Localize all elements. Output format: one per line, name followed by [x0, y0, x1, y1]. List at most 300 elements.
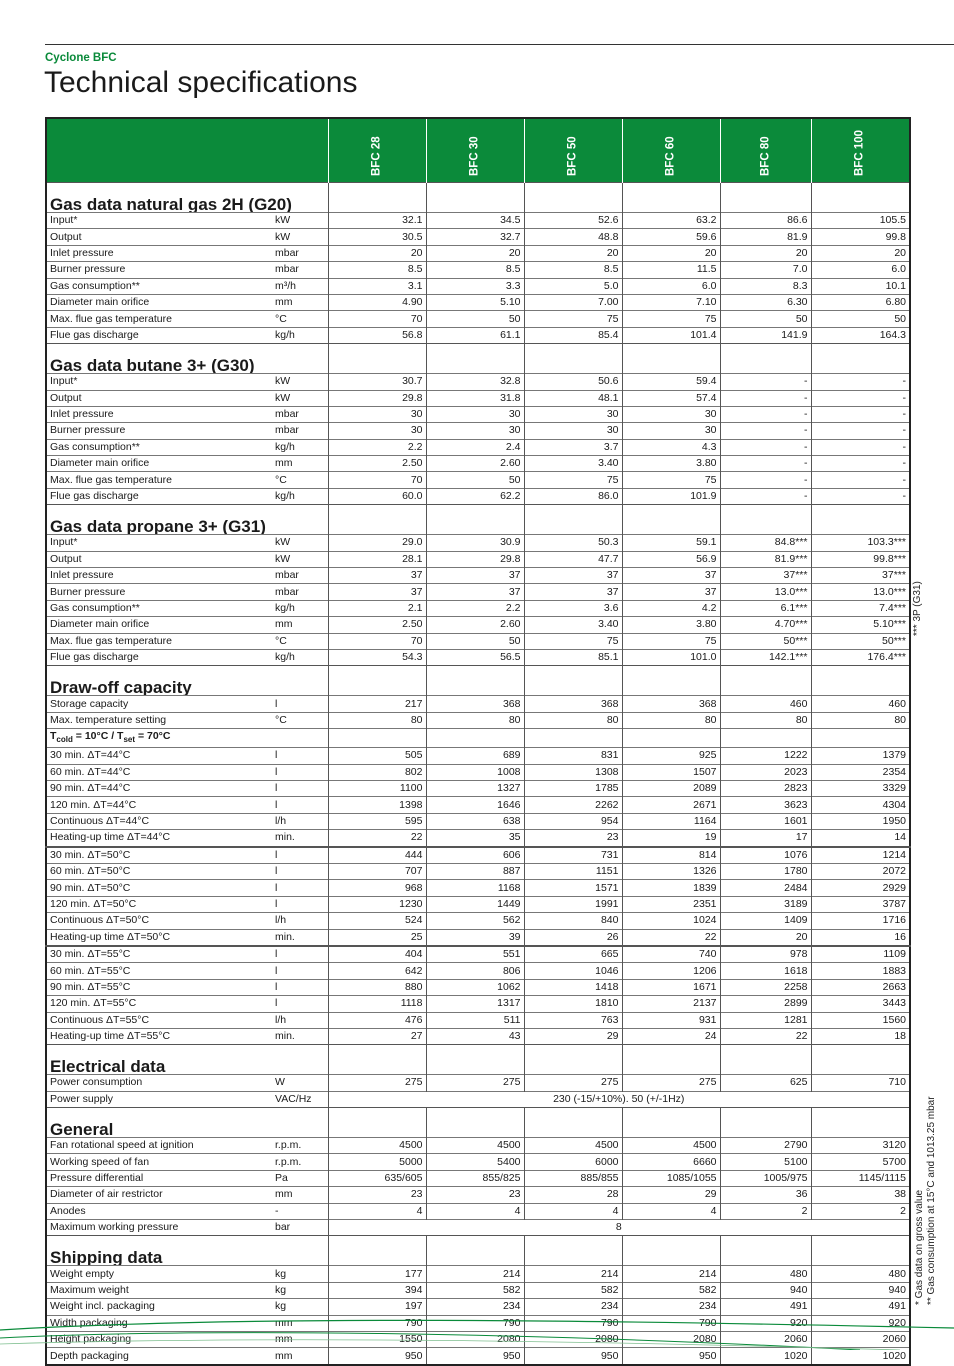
value-cell: 368 [622, 696, 720, 712]
row-unit: l [272, 764, 328, 780]
value-cell: 38 [811, 1187, 910, 1203]
value-cell: 86.0 [524, 488, 622, 504]
row-unit: kW [272, 213, 328, 229]
value-cell: 19 [622, 830, 720, 847]
value-cell: 8.5 [524, 262, 622, 278]
section-heading-row [46, 1045, 910, 1075]
row-unit: l/h [272, 913, 328, 929]
value-cell: 1317 [426, 996, 524, 1012]
value-cell: 6000 [524, 1154, 622, 1170]
value-cell: 75 [622, 472, 720, 488]
value-cell: 3.80 [622, 617, 720, 633]
value-cell: 103.3*** [811, 535, 910, 551]
value-cell: 511 [426, 1012, 524, 1028]
value-cell: 2023 [720, 764, 811, 780]
section-title: Gas data butane 3+ (G30) [46, 344, 328, 374]
value-cell: 582 [524, 1282, 622, 1298]
model-name: BFC 30 [468, 136, 481, 176]
value-cell: 638 [426, 813, 524, 829]
temperature-condition-row [46, 729, 910, 748]
value-cell: 70 [328, 472, 426, 488]
value-cell: 1062 [426, 979, 524, 995]
row-unit: l [272, 863, 328, 879]
row-unit: °C [272, 472, 328, 488]
row-label: 60 min. ΔT=50°C [46, 863, 272, 879]
row-label: 60 min. ΔT=44°C [46, 764, 272, 780]
value-cell: 1326 [622, 863, 720, 879]
value-cell: 840 [524, 913, 622, 929]
row-label: Heating-up time ΔT=55°C [46, 1028, 272, 1044]
section-heading-row [46, 183, 910, 213]
value-cell: - [811, 390, 910, 406]
value-cell: 50*** [811, 633, 910, 649]
value-cell: 214 [622, 1266, 720, 1282]
section-blank-cell [524, 183, 622, 213]
section-blank-cell [622, 666, 720, 696]
value-cell: 731 [524, 847, 622, 864]
value-cell: - [811, 423, 910, 439]
section-blank-cell [524, 666, 622, 696]
table-row [46, 311, 910, 327]
section-heading-row [46, 344, 910, 374]
value-cell: 26 [524, 929, 622, 946]
value-cell: 1716 [811, 913, 910, 929]
row-unit: mbar [272, 423, 328, 439]
value-cell: 85.4 [524, 327, 622, 343]
value-cell: 2 [720, 1203, 811, 1219]
value-cell: 6.80 [811, 294, 910, 310]
value-cell: 52.6 [524, 213, 622, 229]
value-cell: 141.9 [720, 327, 811, 343]
row-unit: l [272, 781, 328, 797]
row-unit: m³/h [272, 278, 328, 294]
model-name: BFC 100 [853, 129, 866, 176]
value-cell: 20 [720, 929, 811, 946]
value-cell: 2137 [622, 996, 720, 1012]
value-cell: 30 [328, 423, 426, 439]
value-cell: 3189 [720, 896, 811, 912]
decorative-swoosh [0, 1310, 954, 1350]
value-cell: - [720, 423, 811, 439]
value-cell: 13.0*** [811, 584, 910, 600]
value-cell: 37 [524, 584, 622, 600]
value-cell: 562 [426, 913, 524, 929]
value-cell: 99.8*** [811, 551, 910, 567]
section-title: Gas data natural gas 2H (G20) [46, 183, 328, 213]
table-row [46, 1187, 910, 1203]
model-name: BFC 80 [759, 136, 771, 176]
section-blank-cell [622, 183, 720, 213]
value-cell: 5000 [328, 1154, 426, 1170]
value-cell: 20 [720, 245, 811, 261]
table-row [46, 847, 910, 864]
value-cell: 460 [811, 696, 910, 712]
row-label: 90 min. ΔT=55°C [46, 979, 272, 995]
set-value: = 70°C [135, 730, 171, 743]
value-cell: 887 [426, 863, 524, 879]
value-cell: 1449 [426, 896, 524, 912]
value-cell: - [720, 456, 811, 472]
value-cell: 4.3 [622, 439, 720, 455]
row-label: Height packaging [46, 1331, 272, 1347]
value-cell: 37 [426, 568, 524, 584]
value-cell: 80 [426, 712, 524, 728]
value-cell: 1646 [426, 797, 524, 813]
value-cell: 2080 [524, 1331, 622, 1347]
spec-table [45, 117, 911, 1366]
value-cell: 885/855 [524, 1170, 622, 1186]
value-cell: 50 [426, 633, 524, 649]
value-cell: 1076 [720, 847, 811, 864]
row-unit: r.p.m. [272, 1138, 328, 1154]
value-cell: 3787 [811, 896, 910, 912]
section-blank-cell [328, 1236, 426, 1266]
value-cell: 444 [328, 847, 426, 864]
row-unit: kW [272, 551, 328, 567]
row-label: Continuous ΔT=50°C [46, 913, 272, 929]
value-cell: 368 [426, 696, 524, 712]
row-label: Max. flue gas temperature [46, 472, 272, 488]
value-cell: - [811, 406, 910, 422]
blank-cell [720, 729, 811, 748]
value-cell: 2.50 [328, 617, 426, 633]
value-cell: 80 [811, 712, 910, 728]
section-blank-cell [524, 1045, 622, 1075]
top-rule [45, 44, 954, 45]
row-unit: kW [272, 535, 328, 551]
row-unit: kg/h [272, 439, 328, 455]
value-cell: 234 [426, 1299, 524, 1315]
section-blank-cell [328, 1045, 426, 1075]
value-cell: 29 [524, 1028, 622, 1044]
value-cell: 29 [622, 1187, 720, 1203]
row-unit: l [272, 748, 328, 764]
table-row [46, 423, 910, 439]
row-label: Diameter main orifice [46, 456, 272, 472]
value-cell: 30 [426, 406, 524, 422]
value-cell: 214 [426, 1266, 524, 1282]
row-label: 30 min. ΔT=50°C [46, 847, 272, 864]
value-cell: 1118 [328, 996, 426, 1012]
value-cell: 54.3 [328, 649, 426, 665]
value-cell: 22 [622, 929, 720, 946]
row-unit: l [272, 797, 328, 813]
value-cell: 1618 [720, 963, 811, 979]
section-blank-cell [720, 344, 811, 374]
table-row [46, 213, 910, 229]
value-cell: 5.10*** [811, 617, 910, 633]
value-cell: 4.2 [622, 600, 720, 616]
value-cell: 37*** [811, 568, 910, 584]
value-cell: 940 [811, 1282, 910, 1298]
value-cell: 39 [426, 929, 524, 946]
value-cell: 50 [426, 311, 524, 327]
table-row [46, 1170, 910, 1186]
value-cell: 6.30 [720, 294, 811, 310]
table-row [46, 327, 910, 343]
value-cell: 394 [328, 1282, 426, 1298]
table-row [46, 262, 910, 278]
row-label: Width packaging [46, 1315, 272, 1331]
value-cell: 30 [524, 406, 622, 422]
value-cell: 3120 [811, 1138, 910, 1154]
row-unit: mm [272, 294, 328, 310]
value-cell: 70 [328, 311, 426, 327]
value-cell: 2060 [720, 1331, 811, 1347]
section-heading-row [46, 1108, 910, 1138]
table-row [46, 963, 910, 979]
value-cell: 460 [720, 696, 811, 712]
value-cell: 931 [622, 1012, 720, 1028]
section-blank-cell [811, 1108, 910, 1138]
value-cell: 25 [328, 929, 426, 946]
value-cell: 101.4 [622, 327, 720, 343]
row-label: Heating-up time ΔT=44°C [46, 830, 272, 847]
value-cell: 30 [328, 406, 426, 422]
value-cell: 3.80 [622, 456, 720, 472]
table-row [46, 439, 910, 455]
value-cell: 404 [328, 946, 426, 963]
value-cell: 1379 [811, 748, 910, 764]
value-cell: 1418 [524, 979, 622, 995]
section-title: Shipping data [46, 1236, 328, 1266]
value-cell: 20 [328, 245, 426, 261]
value-cell: 275 [426, 1075, 524, 1091]
section-blank-cell [720, 505, 811, 535]
value-cell: 2.50 [328, 456, 426, 472]
value-cell: 36 [720, 1187, 811, 1203]
value-cell: 950 [622, 1348, 720, 1365]
value-cell: 2.1 [328, 600, 426, 616]
value-cell: 625 [720, 1075, 811, 1091]
row-unit: kg/h [272, 649, 328, 665]
value-cell: 37 [328, 584, 426, 600]
blank-cell [622, 729, 720, 748]
value-cell: 790 [426, 1315, 524, 1331]
value-cell: 4 [328, 1203, 426, 1219]
value-cell: 920 [720, 1315, 811, 1331]
value-cell: 1810 [524, 996, 622, 1012]
value-cell: 1109 [811, 946, 910, 963]
value-cell: 13.0*** [720, 584, 811, 600]
value-cell: 6.0 [622, 278, 720, 294]
row-unit: l/h [272, 813, 328, 829]
value-cell: 2 [811, 1203, 910, 1219]
value-cell: 595 [328, 813, 426, 829]
value-cell: 920 [811, 1315, 910, 1331]
blank-cell [524, 729, 622, 748]
row-label: Depth packaging [46, 1348, 272, 1365]
value-cell: 855/825 [426, 1170, 524, 1186]
value-cell: 75 [524, 311, 622, 327]
value-cell: 234 [524, 1299, 622, 1315]
value-cell: 5700 [811, 1154, 910, 1170]
value-cell: 5400 [426, 1154, 524, 1170]
value-cell: 2790 [720, 1138, 811, 1154]
row-label: Flue gas discharge [46, 488, 272, 504]
row-unit: Pa [272, 1170, 328, 1186]
value-cell: 84.8*** [720, 535, 811, 551]
row-label: Continuous ΔT=44°C [46, 813, 272, 829]
table-row [46, 568, 910, 584]
value-cell: 1024 [622, 913, 720, 929]
value-cell: 80 [720, 712, 811, 728]
table-row [46, 863, 910, 879]
row-label: Flue gas discharge [46, 327, 272, 343]
section-title: Draw-off capacity [46, 666, 328, 696]
row-label: Weight empty [46, 1266, 272, 1282]
row-label: Heating-up time ΔT=50°C [46, 929, 272, 946]
table-row [46, 748, 910, 764]
value-cell: 1780 [720, 863, 811, 879]
value-cell: 176.4*** [811, 649, 910, 665]
value-cell: 20 [622, 245, 720, 261]
value-cell: 1230 [328, 896, 426, 912]
value-cell: 29.0 [328, 535, 426, 551]
value-cell: 81.9*** [720, 551, 811, 567]
row-label: Maximum weight [46, 1282, 272, 1298]
value-cell: 1206 [622, 963, 720, 979]
t-symbol: T [50, 730, 57, 743]
value-cell: 2929 [811, 880, 910, 896]
value-cell: 14 [811, 830, 910, 847]
row-unit: l [272, 979, 328, 995]
value-cell: 50 [426, 472, 524, 488]
value-cell: - [720, 390, 811, 406]
row-unit: l [272, 847, 328, 864]
value-cell: 1327 [426, 781, 524, 797]
row-unit: - [272, 1203, 328, 1219]
row-label: Anodes [46, 1203, 272, 1219]
value-cell: 234 [622, 1299, 720, 1315]
value-cell: 3.3 [426, 278, 524, 294]
table-row [46, 406, 910, 422]
value-cell: 3623 [720, 797, 811, 813]
row-label: Inlet pressure [46, 406, 272, 422]
value-cell: 925 [622, 748, 720, 764]
value-cell: 2080 [622, 1331, 720, 1347]
row-label: Burner pressure [46, 584, 272, 600]
row-label: 120 min. ΔT=55°C [46, 996, 272, 1012]
value-cell: 1601 [720, 813, 811, 829]
table-row [46, 456, 910, 472]
value-cell: 880 [328, 979, 426, 995]
value-cell: 37 [328, 568, 426, 584]
table-row [46, 472, 910, 488]
value-cell: 30.5 [328, 229, 426, 245]
row-unit: l [272, 880, 328, 896]
table-row [46, 1075, 910, 1091]
table-row [46, 390, 910, 406]
value-cell: - [720, 406, 811, 422]
value-cell: 3.40 [524, 456, 622, 472]
row-label: 120 min. ΔT=44°C [46, 797, 272, 813]
row-unit: mbar [272, 568, 328, 584]
table-row [46, 696, 910, 712]
section-blank-cell [622, 344, 720, 374]
section-blank-cell [426, 183, 524, 213]
value-cell: 3.40 [524, 617, 622, 633]
row-label: Gas consumption** [46, 439, 272, 455]
cold-value: = 10°C / T [72, 730, 124, 743]
row-unit: mm [272, 1331, 328, 1347]
row-label: Burner pressure [46, 262, 272, 278]
table-row [46, 649, 910, 665]
value-cell: 56.8 [328, 327, 426, 343]
row-unit: bar [272, 1220, 328, 1236]
row-unit: kg/h [272, 327, 328, 343]
row-unit: mm [272, 617, 328, 633]
value-cell: 7.4*** [811, 600, 910, 616]
table-row [46, 1220, 910, 1236]
table-row [46, 880, 910, 896]
value-cell: 582 [622, 1282, 720, 1298]
value-cell: 17 [720, 830, 811, 847]
row-unit: mbar [272, 406, 328, 422]
row-label: Pressure differential [46, 1170, 272, 1186]
value-cell: 2262 [524, 797, 622, 813]
row-unit: min. [272, 1028, 328, 1044]
merged-value-cell: 230 (-15/+10%). 50 (+/-1Hz) [328, 1091, 910, 1107]
table-row [46, 712, 910, 728]
section-blank-cell [622, 1045, 720, 1075]
value-cell: 1398 [328, 797, 426, 813]
value-cell: 70 [328, 633, 426, 649]
value-cell: 275 [328, 1075, 426, 1091]
value-cell: 582 [426, 1282, 524, 1298]
row-unit: mbar [272, 262, 328, 278]
value-cell: 3443 [811, 996, 910, 1012]
value-cell: 968 [328, 880, 426, 896]
section-blank-cell [811, 1045, 910, 1075]
table-row [46, 896, 910, 912]
value-cell: 1308 [524, 764, 622, 780]
value-cell: 80 [622, 712, 720, 728]
value-cell: 8.5 [426, 262, 524, 278]
row-label: Working speed of fan [46, 1154, 272, 1170]
value-cell: 505 [328, 748, 426, 764]
value-cell: 2484 [720, 880, 811, 896]
row-label: Storage capacity [46, 696, 272, 712]
value-cell: 61.1 [426, 327, 524, 343]
row-unit: kg/h [272, 600, 328, 616]
value-cell: 20 [426, 245, 524, 261]
row-unit: kW [272, 390, 328, 406]
value-cell: 2060 [811, 1331, 910, 1347]
value-cell: 63.2 [622, 213, 720, 229]
section-blank-cell [426, 666, 524, 696]
value-cell: 142.1*** [720, 649, 811, 665]
row-label: Input* [46, 374, 272, 390]
row-label: Max. flue gas temperature [46, 633, 272, 649]
model-name: BFC 50 [566, 136, 579, 176]
value-cell: 2351 [622, 896, 720, 912]
section-blank-cell [426, 1045, 524, 1075]
value-cell: 790 [524, 1315, 622, 1331]
value-cell: 806 [426, 963, 524, 979]
value-cell: 491 [811, 1299, 910, 1315]
value-cell: 85.1 [524, 649, 622, 665]
value-cell: 32.7 [426, 229, 524, 245]
value-cell: - [720, 439, 811, 455]
value-cell: 101.9 [622, 488, 720, 504]
table-row [46, 617, 910, 633]
merged-value-cell: 8 [328, 1220, 910, 1236]
value-cell: 480 [811, 1266, 910, 1282]
value-cell: 8.3 [720, 278, 811, 294]
table-row [46, 294, 910, 310]
value-cell: - [811, 374, 910, 390]
